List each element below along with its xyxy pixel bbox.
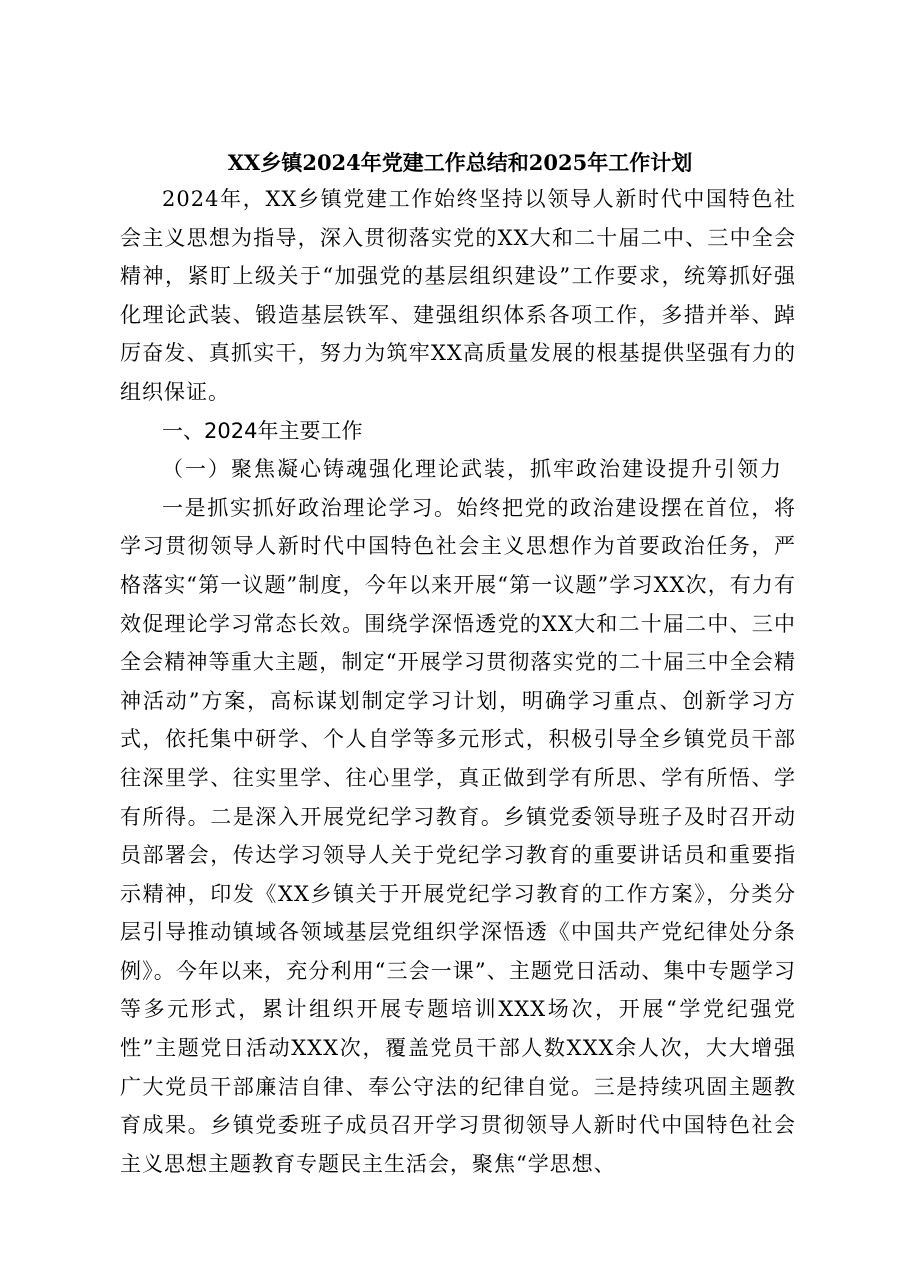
- document-title: XX乡镇2024年党建工作总结和2025年工作计划: [227, 150, 693, 175]
- body-paragraph: 一是抓实抓好政治理论学习。始终把党的政治建设摆在首位，将学习贯彻领导人新时代中国特色社会主义思想作为首要政治任务，严格落实“第一议题”制度，今年以来开展“第一议题”学习XX次，有力有效促理论学习常态长效。围绕学深悟透党的XX大和二十届二中、三中全会精神等重大主题，制定“开展学习贯彻落实党的二十届三中全会精神活动”方案，高标谋划制定学习计划，明确学习重点、创新学习方式，依托集中研学、个人自学等多元形式，积极引导全乡镇党员干部往深里学、往实里学、往心里学，真正做到学有所思、学有所悟、学有所得。二是深入开展党纪学习教育。乡镇党委领导班子及时召开动员部署会，传达学习领导人关于党纪学习教育的重要讲话员和重要指示精神，印发《XX乡镇关于开展党纪学习教育的工作方案》，分类分层引导推动镇域各领域基层党组织学深悟透《中国共产党纪律处分条例》。今年以来，充分利用“三会一课”、主题党日活动、集中专题学习等多元形式，累计组织开展专题培训XXX场次，开展“学党纪强党性”主题党日活动XXX次，覆盖党员干部人数XXX余人次，大大增强广大党员干部廉洁自律、奉公守法的纪律自觉。三是持续巩固主题教育成果。乡镇党委班子成员召开学习贯彻领导人新时代中国特色社会主义思想主题教育专题民主生活会，聚焦“学思想、: [120, 495, 796, 1176]
- document-body: [120, 146, 796, 1183]
- subsection-heading: （一）聚焦凝心铸魂强化理论武装，抓牢政治建设提升引领力: [162, 457, 783, 482]
- section-heading: 一、2024年主要工作: [162, 418, 363, 443]
- intro-paragraph: 2024年，XX乡镇党建工作始终坚持以领导人新时代中国特色社会主义思想为指导，深入贯彻落实党的XX大和二十届二中、三中全会精神，紧盯上级关于“加强党的基层组织建设”工作要求，统筹抓好强化理论武装、锻造基层铁军、建强组织体系各项工作，多措并举、踔厉奋发、真抓实干，努力为筑牢XX高质量发展的根基提供坚强有力的组织保证。: [120, 187, 796, 404]
